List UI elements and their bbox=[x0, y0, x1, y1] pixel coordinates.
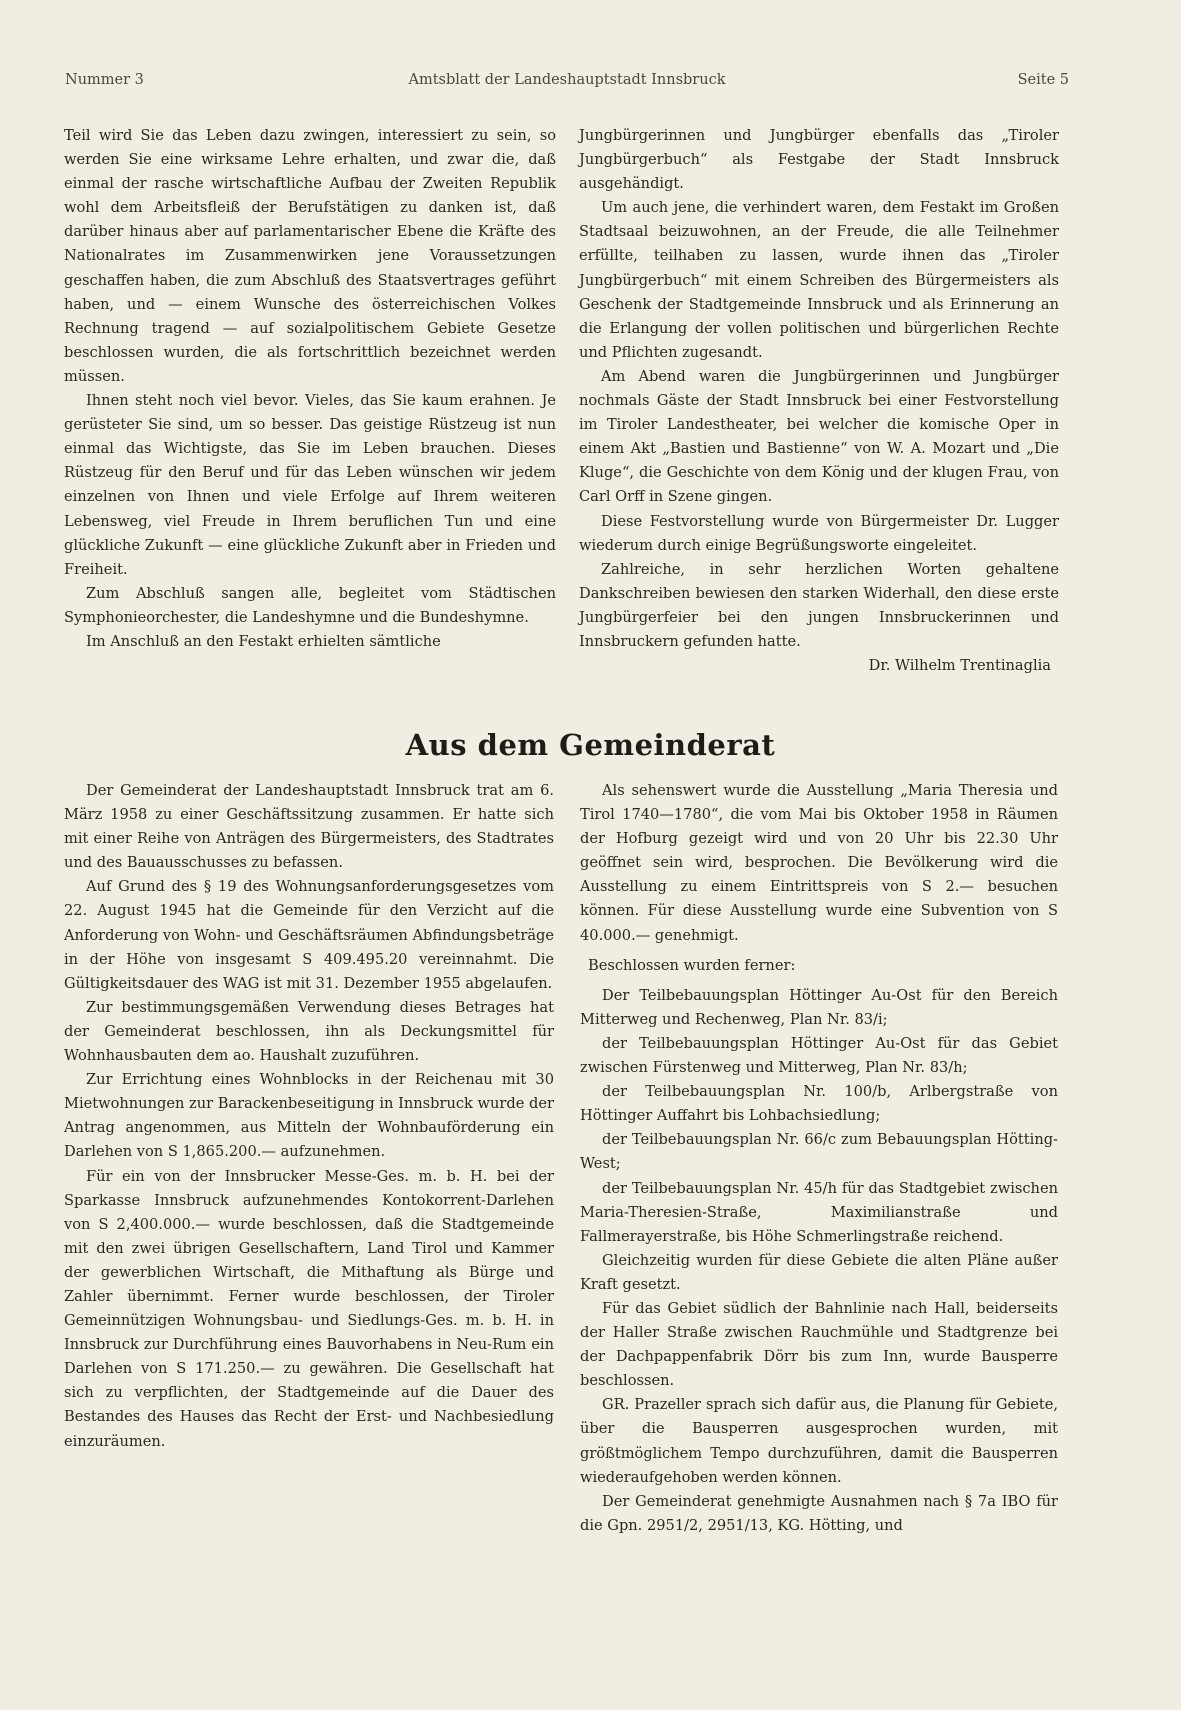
paragraph: Diese Festvorstellung wurde von Bürgermeister Dr. Lugger wiederum durch einige Begrüßungsworte eingeleitet. bbox=[579, 512, 1059, 554]
paragraph: Zur Errichtung eines Wohnblocks in der Reichenau mit 30 Mietwohnungen zur Barackenbeseitigung in Innsbruck wurde der Antrag angenommen, aus Mitteln der Wohnbauförderung ein Darlehen von S 1,865.200.— aufzunehmen. bbox=[64, 1071, 554, 1161]
paragraph: Für das Gebiet südlich der Bahnlinie nach Hall, beiderseits der Haller Straße zwischen Rauchmühle und Stadtgrenze bei der Dachpappenfabrik Dörr bis zum Inn, wurde Bausperre beschlossen. bbox=[580, 1299, 1058, 1390]
paragraph: Zur bestimmungsgemäßen Verwendung dieses Betrages hat der Gemeinderat beschlossen, ihn als Deckungsmittel für Wohnhausbauten dem ao. Haushalt zuzuführen. bbox=[64, 998, 554, 1065]
paragraph: Im Anschluß an den Festakt erhielten sämtliche bbox=[86, 632, 441, 650]
page-header bbox=[65, 72, 1069, 94]
page-number: Seite 5 bbox=[1017, 72, 1069, 88]
paragraph: Zahlreiche, in sehr herzlichen Worten gehaltene Dankschreiben bewiesen den starken Widerhall, den diese erste Jungbürgerfeier bei den jungen Innsbruckerinnen und Innsbruckern gefunden hatte. bbox=[579, 560, 1059, 650]
paragraph: Jungbürgerinnen und Jungbürger ebenfalls das „Tiroler Jungbürgerbuch“ als Festgabe der Stadt Innsbruck ausgehändigt. bbox=[579, 127, 1059, 193]
paragraph: der Teilbebauungsplan Nr. 66/c zum Bebauungsplan Hötting-West; bbox=[580, 1131, 1058, 1173]
section-heading: Aus dem Gemeinderat bbox=[405, 728, 776, 762]
paragraph: der Teilbebauungsplan Nr. 45/h für das Stadtgebiet zwischen Maria-Theresien-Straße, Maximilianstraße und Fallmerayerstraße, bis Höhe Schmerlingstraße reichend. bbox=[580, 1179, 1058, 1245]
paragraph: Der Gemeinderat der Landeshauptstadt Innsbruck trat am 6. März 1958 zu einer Geschäftssitzung zusammen. Er hatte sich mit einer Reihe von Anträgen des Bürgermeisters, des Stadtrates und des Bauausschusses zu befassen. bbox=[64, 782, 554, 872]
article1-column-left bbox=[64, 124, 556, 654]
issue-number: Nummer 3 bbox=[65, 72, 144, 88]
paragraph: Zum Abschluß sangen alle, begleitet vom Städtischen Symphonieorchester, die Landeshymne und die Bundeshymne. bbox=[64, 584, 556, 626]
article1-column-right bbox=[579, 124, 1059, 678]
article2-column-right bbox=[580, 779, 1058, 1538]
paragraph: Auf Grund des § 19 des Wohnungsanforderungsgesetzes vom 22. August 1945 hat die Gemeinde für den Verzicht auf die Anforderung von Wohn- und Geschäftsräumen Abfindungsbeträge in der Höhe von insgesamt S 409.495.20 vereinnahmt. Die Gültigkeitsdauer des WAG ist mit 31. Dezember 1955 abgelaufen. bbox=[64, 878, 554, 992]
paragraph: Teil wird Sie das Leben dazu zwingen, interessiert zu sein, so werden Sie eine wirksame Lehre erhalten, und zwar die, daß einmal der rasche wirtschaftliche Aufbau der Zweiten Republik wohl dem Arbeitsfleiß der Berufstätigen zu danken ist, daß darüber hinaus aber auf parlamentarischer Ebene die Kräfte des Nationalrates im Zusammenwirken jene Voraussetzungen geschaffen haben, die zum Abschluß des Staatsvertrages geführt haben, und — einem Wunsche des österreichischen Volkes Rechnung tragend — auf sozialpolitischem Gebiete Gesetze beschlossen wurden, die als fortschrittlich bezeichnet werden müssen. bbox=[64, 127, 556, 385]
paragraph: GR. Prazeller sprach sich dafür aus, die Planung für Gebiete, über die Bausperren ausgesprochen wurden, mit größtmöglichem Tempo durchzuführen, damit die Bausperren wiederaufgehoben werden können. bbox=[580, 1396, 1058, 1486]
subheading: Beschlossen wurden ferner: bbox=[588, 956, 796, 974]
paragraph: Am Abend waren die Jungbürgerinnen und Jungbürger nochmals Gäste der Stadt Innsbruck bei einer Festvorstellung im Tiroler Landestheater, bei welcher die komische Oper in einem Akt „Bastien und Bastienne“ von W. A. Mozart und „Die Kluge“, die Geschichte von dem König und der klugen Frau, von Carl Orff in Szene gingen. bbox=[579, 367, 1059, 506]
paragraph: Der Gemeinderat genehmigte Ausnahmen nach § 7a IBO für die Gpn. 2951/2, 2951/13, KG. Hötting, und bbox=[580, 1492, 1058, 1534]
article2-column-left bbox=[64, 779, 554, 1454]
paragraph: der Teilbebauungsplan Nr. 100/b, Arlbergstraße von Höttinger Auffahrt bis Lohbachsiedlung; bbox=[580, 1083, 1058, 1125]
paragraph: der Teilbebauungsplan Höttinger Au-Ost für das Gebiet zwischen Fürstenweg und Mitterweg, Plan Nr. 83/h; bbox=[580, 1034, 1058, 1077]
paragraph: Für ein von der Innsbrucker Messe-Ges. m. b. H. bei der Sparkasse Innsbruck aufzunehmendes Kontokorrent-Darlehen von S 2,400.000.— wurde beschlossen, daß die Stadtgemeinde mit den zwei übrigen Gesellschaftern, Land Tirol und Kammer der gewerblichen Wirtschaft, die Mithaftung als Bürge und Zahler übernimmt. Ferner wurde beschlossen, der Tiroler Gemeinnützigen Wohnungsbau- und Siedlungs-Ges. m. b. H. in Innsbruck zur Durchführung eines Bauvorhabens in Neu-Rum ein Darlehen von S 171.250.— zu gewähren. Die Gesellschaft hat sich zu verpflichten, der Stadtgemeinde auf die Dauer des Bestandes des Hauses das Recht der Erst- und Nachbesiedlung einzuräumen. bbox=[64, 1167, 554, 1450]
paragraph: Der Teilbebauungsplan Höttinger Au-Ost für den Bereich Mitterweg und Rechenweg, Plan Nr. 83/i; bbox=[580, 986, 1058, 1028]
paragraph: Als sehenswert wurde die Ausstellung „Maria Theresia und Tirol 1740—1780“, die vom Mai bis Oktober 1958 in Räumen der Hofburg gezeigt wird und von 20 Uhr bis 22.30 Uhr geöffnet sein wird, besprochen. Die Bevölkerung wird die Ausstellung zu einem Eintrittspreis von S 2.— besuchen können. Für diese Ausstellung wurde eine Subvention von S 40.000.— genehmigt. bbox=[580, 782, 1058, 944]
publication-title: Amtsblatt der Landeshauptstadt Innsbruck bbox=[408, 72, 726, 88]
paragraph: Um auch jene, die verhindert waren, dem Festakt im Großen Stadtsaal beizuwohnen, an der Freude, die alle Teilnehmer erfüllte, teilhaben zu lassen, wurde ihnen das „Tiroler Jungbürgerbuch“ mit einem Schreiben des Bürgermeisters als Geschenk der Stadtgemeinde Innsbruck und als Erinnerung an die Erlangung der vollen politischen und bürgerlichen Rechte und Pflichten zugesandt. bbox=[579, 199, 1059, 361]
paragraph: Ihnen steht noch viel bevor. Vieles, das Sie kaum erahnen. Je gerüsteter Sie sind, um so besser. Das geistige Rüstzeug ist nun einmal das Wichtigste, das Sie im Leben brauchen. Dieses Rüstzeug für den Beruf und für das Leben wünschen wir jedem einzelnen von Ihnen und viele Erfolge auf Ihrem weiteren Lebensweg, viel Freude in Ihrem beruflichen Tun und eine glückliche Zukunft — eine glückliche Zukunft aber in Frieden und Freiheit. bbox=[64, 392, 556, 578]
paragraph: Gleichzeitig wurden für diese Gebiete die alten Pläne außer Kraft gesetzt. bbox=[580, 1251, 1058, 1293]
author-signature: Dr. Wilhelm Trentinaglia bbox=[868, 657, 1051, 675]
